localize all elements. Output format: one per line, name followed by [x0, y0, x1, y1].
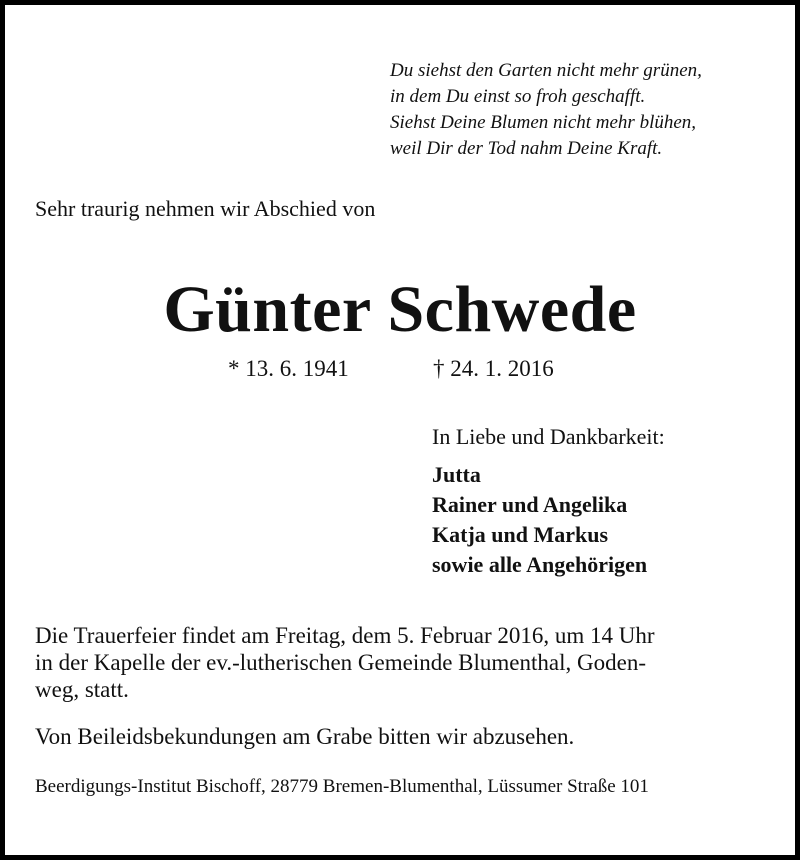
mourner-name: Rainer und Angelika: [432, 492, 628, 517]
service-line: in der Kapelle der ev.-lutherischen Gemeinde Blumenthal, Goden-: [35, 650, 646, 675]
birth-date: * 13. 6. 1941: [228, 356, 349, 381]
intro-text: Sehr traurig nehmen wir Abschied von: [35, 196, 376, 221]
death-date: † 24. 1. 2016: [433, 356, 554, 381]
service-line: weg, statt.: [35, 677, 129, 702]
deceased-name: Günter Schwede: [163, 273, 637, 346]
service-info: [35, 622, 655, 703]
mourner-name: Katja und Markus: [432, 522, 609, 547]
poem: [390, 58, 702, 162]
mourners-list: [432, 460, 647, 580]
mourner-name: sowie alle Angehörigen: [432, 552, 648, 577]
service-line: Die Trauerfeier findet am Freitag, dem 5. Februar 2016, um 14 Uhr: [35, 623, 655, 648]
poem-line: Siehst Deine Blumen nicht mehr blühen,: [390, 112, 697, 133]
undertaker-info: Beerdigungs-Institut Bischoff, 28779 Bremen-Blumenthal, Lüssumer Straße 101: [35, 776, 649, 797]
mourner-name: Jutta: [432, 462, 481, 487]
condolence-note: Von Beileidsbekundungen am Grabe bitten wir abzusehen.: [35, 724, 575, 749]
poem-line: Du siehst den Garten nicht mehr grünen,: [390, 60, 702, 81]
poem-line: weil Dir der Tod nahm Deine Kraft.: [390, 138, 663, 159]
mourners-heading: In Liebe und Dankbarkeit:: [432, 424, 665, 449]
poem-line: in dem Du einst so froh geschafft.: [390, 86, 646, 107]
